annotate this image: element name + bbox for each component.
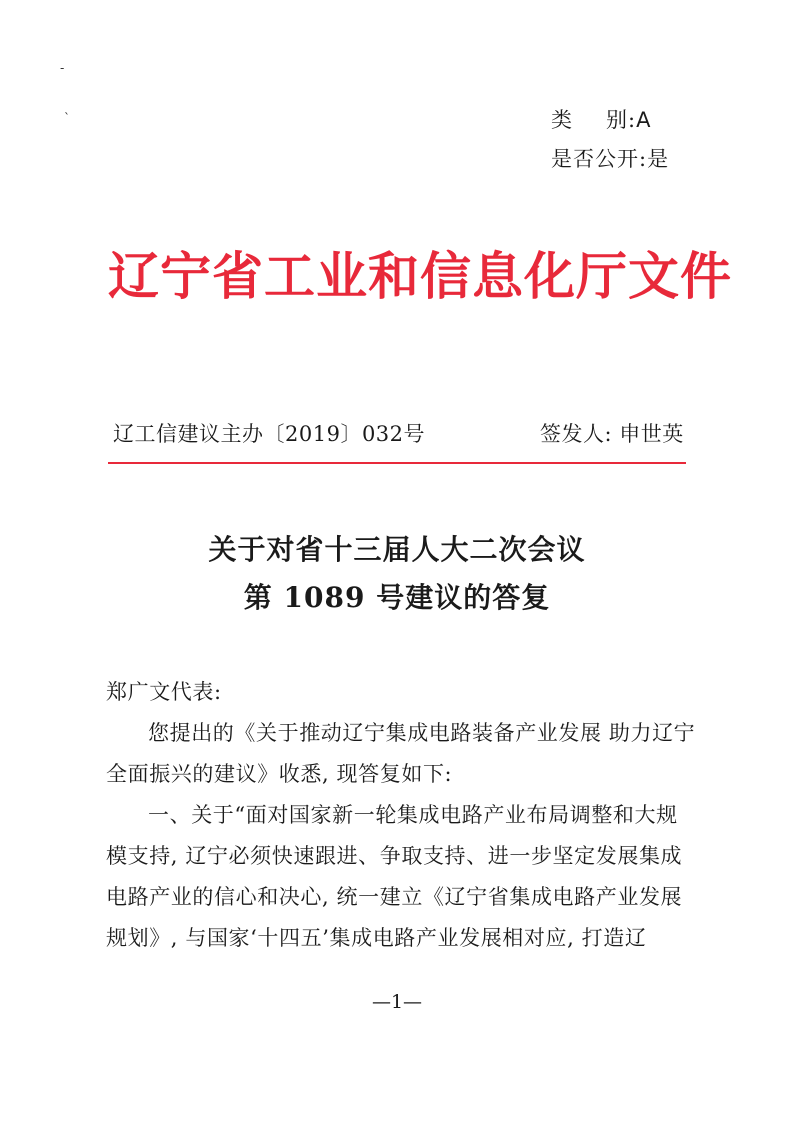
category-label: 类: [551, 108, 572, 132]
paragraph-1-line-2: 全面振兴的建议》收悉, 现答复如下:: [106, 762, 453, 786]
paragraph-2-line-2: 模支持, 辽宁必须快速跟进、争取支持、进一步坚定发展集成: [106, 844, 683, 868]
category-label-2: 别:: [606, 108, 637, 132]
paragraph-1-line-1: 您提出的《关于推动辽宁集成电路装备产业发展 助力辽宁: [148, 721, 696, 745]
document-title-line-1: 关于对省十三届人大二次会议: [208, 533, 586, 566]
signer: 签发人: 申世英: [540, 422, 684, 446]
paragraph-2-line-1: 一、关于“面对国家新一轮集成电路产业布局调整和大规: [148, 803, 678, 827]
category-line: [551, 107, 651, 133]
paragraph-2-line-4: 规划》, 与国家‘十四五’集成电路产业发展相对应, 打造辽: [106, 926, 647, 950]
issuer-title: 辽宁省工业和信息化厅文件: [108, 247, 733, 307]
scan-mark-dash: -: [60, 61, 65, 75]
public-line: [551, 146, 669, 172]
paragraph-2-line-3: 电路产业的信心和决心, 统一建立《辽宁省集成电路产业发展: [106, 885, 683, 909]
document-title-line-2: 第 1089 号建议的答复: [243, 581, 551, 614]
category-value: A: [636, 108, 652, 132]
page-number: —1—: [371, 991, 423, 1013]
salutation: 郑广文代表:: [106, 680, 222, 704]
document-number: 辽工信建议主办〔2019〕032号: [113, 422, 426, 446]
red-separator-line: [108, 462, 686, 464]
public-label: 是否公开:: [551, 147, 648, 171]
scan-mark-tick: `: [64, 111, 70, 125]
public-value: 是: [647, 147, 670, 171]
